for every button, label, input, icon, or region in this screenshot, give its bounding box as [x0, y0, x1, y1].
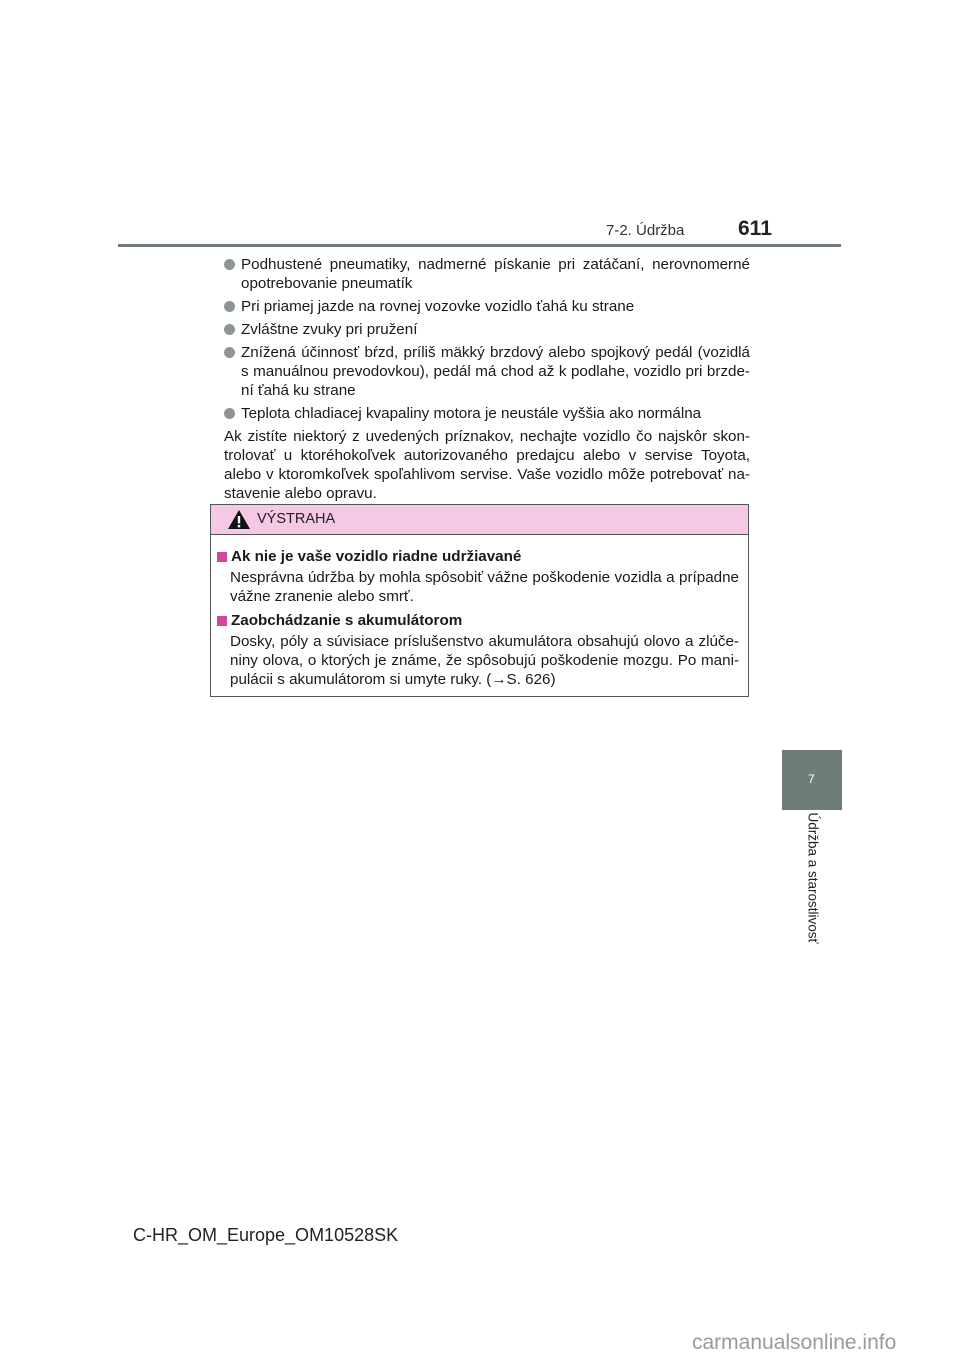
list-item [224, 343, 750, 400]
warning-item-heading-text: Ak nie je vaše vozidlo riadne udržiavané [231, 548, 522, 565]
warning-box [210, 504, 749, 697]
list-item [224, 297, 750, 316]
warning-item-text: Dosky, póly a súvisiace príslušenstvo akumulátora obsahujú olovo a zlúče-niny olova, o ktorých je známe, že spôsobujú poškodenie mozgu. Po mani-pulácii s akumulátorom si umyte ruky. (→S. 626) [230, 633, 739, 688]
warning-triangle-icon [227, 509, 251, 530]
chapter-number: 7 [808, 772, 815, 786]
warning-title: VÝSTRAHA [257, 511, 336, 527]
warning-item-text: Nesprávna údržba by mohla spôsobiť vážne poškodenie vozidla a prípadne vážne zranenie alebo smrť. [230, 569, 739, 605]
bullet-icon [224, 408, 235, 419]
list-item [224, 404, 750, 423]
chapter-label-text: Údržba a starostlivosť [805, 812, 821, 944]
list-item [224, 255, 750, 293]
list-item-text: Pri priamej jazde na rovnej vozovke vozidlo ťahá ku strane [241, 298, 635, 315]
warning-item-heading [217, 547, 739, 566]
warning-header [211, 505, 748, 535]
page-number: 611 [738, 217, 772, 240]
warning-item-heading [217, 611, 739, 630]
main-content [224, 255, 750, 503]
watermark: carmanualsonline.info [692, 1331, 897, 1354]
list-item-text: Teplota chladiacej kvapaliny motora je neustále vyššia ako normálna [241, 405, 702, 422]
bullet-icon [224, 347, 235, 358]
body-paragraph: Ak zistíte niektorý z uvedených príznakov, nechajte vozidlo čo najskôr skon-trolovať u ktoréhokoľvek autorizovaného predajcu alebo v servise Toyota, alebo v ktoromkoľvek spoľahlivom servise. Vaše vozidlo môže potrebovať na-stavenie alebo opravu. [224, 428, 750, 502]
chapter-tab [782, 750, 842, 810]
bullet-icon [224, 324, 235, 335]
chapter-label [800, 812, 821, 965]
header-divider [118, 244, 841, 247]
bullet-icon [224, 259, 235, 270]
section-title: 7-2. Údržba [606, 222, 685, 239]
footer-code: C-HR_OM_Europe_OM10528SK [133, 1225, 399, 1245]
square-bullet-icon [217, 616, 227, 626]
warning-body [211, 535, 748, 689]
square-bullet-icon [217, 552, 227, 562]
warning-item-heading-text: Zaobchádzanie s akumulátorom [231, 612, 463, 629]
list-item-text: Zvláštne zvuky pri pružení [241, 321, 418, 338]
list-item-text: Podhustené pneumatiky, nadmerné pískanie pri zatáčaní, nerovnomerné opotrebovanie pneumatík [241, 256, 750, 292]
list-item [224, 320, 750, 339]
bullet-icon [224, 301, 235, 312]
list-item-text: Znížená účinnosť bŕzd, príliš mäkký brzdový alebo spojkový pedál (vozidlá s manuálnou prevodovkou), pedál má chod až k podlahe, vozidlo pri brzde-ní ťahá ku strane [241, 344, 750, 399]
